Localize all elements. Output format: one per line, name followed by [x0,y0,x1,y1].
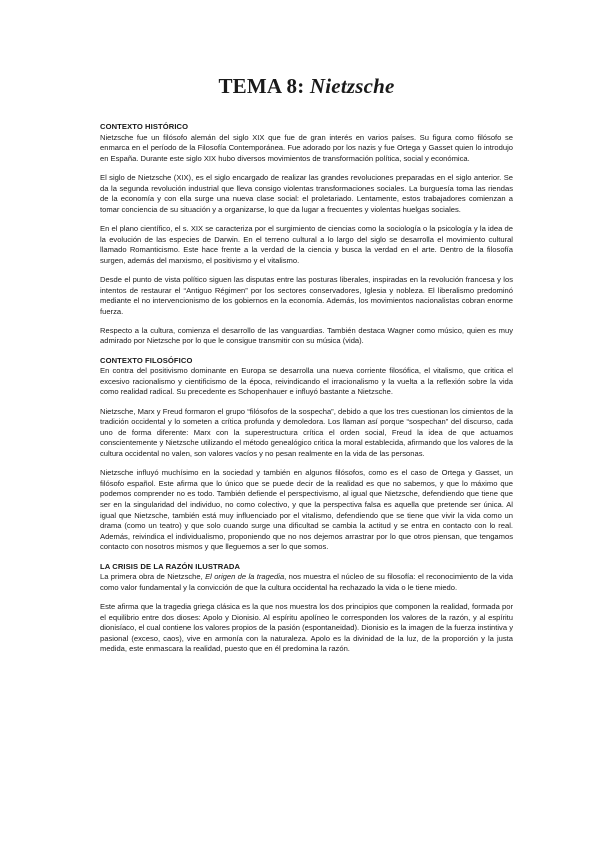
paragraph [100,572,513,593]
document-page [100,72,513,662]
section-contexto-historico [100,122,513,347]
paragraph-text: La primera obra de Nietzsche, [100,572,206,582]
paragraph: Nietzsche influyó muchísimo en la sociedad y también en algunos filósofos, como es el caso de Ortega y Gasset, un filósofo español. Este afirma que lo único que se puede decir de la realidad es que no sabemos, y que lo máximo que podemos comprender no es todo. También defiende el perspectivismo, al igual que Nietzsche, defendiendo que tiene que ser en la singularidad del individuo, no como colectivo, y que la perspectiva falsa es aquella que pretende ser única. Al igual que Nietzsche, también está muy influenciado por el vitalismo, defendiendo que se tiene que vivir la vida como un drama (como un teatro) y que solo cuando surge una dificultad se cambia la actitud y se entra en contacto con lo real. Además, reivindica el individualismo, proponiendo que no nos dejemos arrastrar por lo que otros piensan, que tengamos contacto con nosotros mismos y que lleguemos a ser lo que somos. [100,468,513,552]
document-title [100,72,513,100]
paragraph-text: , nos muestra el núcleo de su filosofía: el reconocimiento de la vida como valor fundamental y la convicción de que la cultura occidental ha rechazado la vida o le tiene miedo. [100,572,513,592]
paragraph: En el plano científico, el s. XIX se caracteriza por el surgimiento de ciencias como la sociología o la psicología y la idea de la evolución de las especies de Darwin. En el terreno cultural a lo largo del siglo se desarrolla el movimiento cultural llamado Romanticismo. Este hace frente a la verdad de la ciencia y busca la verdad en el arte. Dentro de la filosofía surgen, además del marxismo, el positivismo y el vitalismo. [100,223,513,265]
paragraph: Desde el punto de vista político siguen las disputas entre las posturas liberales, inspiradas en la revolución francesa y los intentos de restaurar el “Antiguo Régimen” por los sectores conservadores, Iglesia y nobleza. El liberalismo predominó mediante el no intervencionismo de los gobiernos en la economía. Además, los movimientos nacionalistas cobran enorme fuerza. [100,274,513,316]
section-heading: CONTEXTO FILOSÓFICO [100,355,193,365]
title-name: Nietzsche [309,74,395,98]
paragraph: El siglo de Nietzsche (XIX), es el siglo encargado de realizar las grandes revoluciones preparadas en el siglo anterior. Se da la segunda revolución industrial que lleva consigo violentas transformaciones sociales. La burguesía toma las riendas de la economía y con ella surge una nueva clase social: el proletariado. Lentamente, estos trabajadores comienzan a tomar conciencia de su situación y a organizarse, lo que da lugar a frecuentes y violentas huelgas sociales. [100,172,513,214]
section-contexto-filosofico [100,356,513,553]
paragraph: Este afirma que la tragedia griega clásica es la que nos muestra los dos principios que componen la realidad, formada por el equilibrio entre dos dioses: Apolo y Dionisio. Al espíritu apolíneo le corresponden los valores de la razón, y al espíritu dionisíaco, el cual contiene los valores propios de la pasión (espontaneidad). Dionisio es la imagen de la fuerza instintiva y pasional (exceso, caos), vive en armonía con la naturaleza. Apolo es la divinidad de la luz, de la proporción y la justa medida, este enmascara la realidad, puesto que en él predomina la razón. [100,601,513,654]
section-crisis-razon-ilustrada [100,562,513,655]
work-title: El origen de la tragedia [205,572,285,582]
section-heading: CONTEXTO HISTÓRICO [100,122,189,131]
title-prefix: TEMA 8: [218,74,310,98]
paragraph: Respecto a la cultura, comienza el desarrollo de las vanguardias. También destaca Wagner como músico, quien es muy admirado por Nietzsche por lo que le consigue transmitir con su música (vida). [100,325,513,346]
paragraph: Nietzsche, Marx y Freud formaron el grupo “filósofos de la sospecha”, debido a que los tres cuestionan los cimientos de la tradición occidental y lo someten a crítica profunda y demoledora. Los llaman así porque “sospechan” del discurso, cada uno de forma diferente: Marx con la superestructura crítica el orden social, Freud la idea de que actuamos conscientemente y Nietzsche utilizando el método genealógico critica la moral establecida, afirmando que los valores de la cultura occidental no valen, son valores vacíos y no pesan realmente en la vida de las personas. [100,406,513,458]
paragraph: Nietzsche fue un filósofo alemán del siglo XIX que fue de gran interés en varios países. Su figura como filósofo se enmarca en el período de la Filosofía Contemporánea. Fue adorado por los nazis y fue Ortega y Gasset quien lo introdujo en España. Durante este siglo XIX hubo diversos movimientos de transformación política, social y económica. [100,132,513,163]
section-heading: LA CRISIS DE LA RAZÓN ILUSTRADA [100,561,241,571]
paragraph: En contra del positivismo dominante en Europa se desarrolla una nueva corriente filosófica, el vitalismo, que critica el excesivo racionalismo y cientificismo de la época, reivindicando el irracionalismo y la vuelta a la reflexión sobre la vida como realidad radical. Su precedente es Schopenhauer e influyó bastante a Nietzsche. [100,366,513,397]
